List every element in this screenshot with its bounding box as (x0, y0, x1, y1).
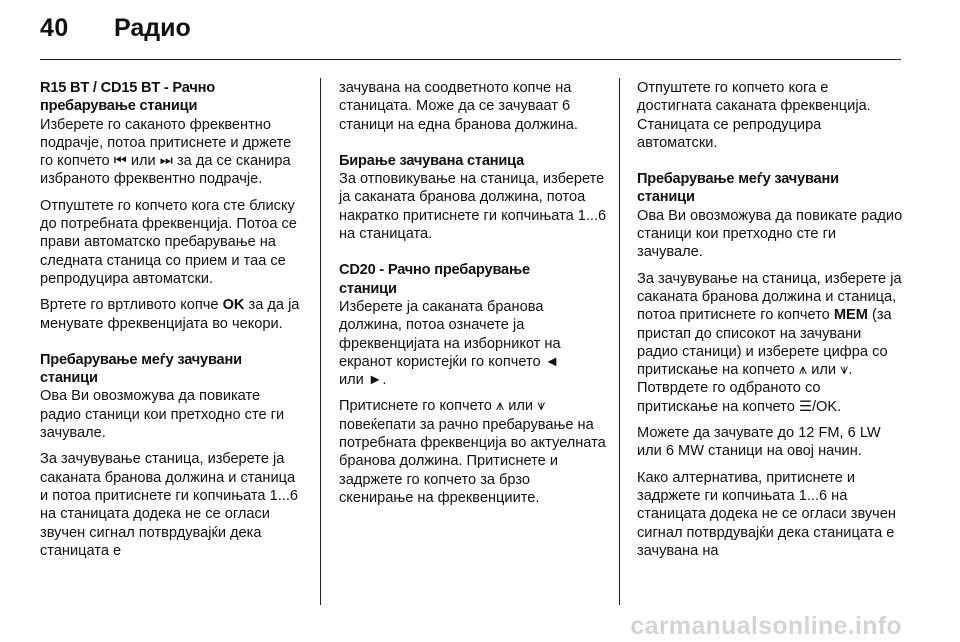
section-heading: Пребарување меѓу зачувани станици (40, 351, 242, 387)
seek-back-icon: ⏮ (113, 153, 127, 170)
section-heading: Пребарување меѓу зачувани станици (637, 171, 839, 206)
arrow-right-icon: ► (367, 372, 383, 389)
column-2 (339, 79, 607, 515)
paragraph: зачувана на соодветното копче на станицата. Може да се зачуваат 6 станици на една бранова должина. (339, 80, 578, 133)
paragraph: Вртете го вртливото копче OK за да ја менувате фреквенцијата во чекори. (40, 297, 300, 332)
paragraph: Како алтернатива, притиснете и задржете ги копчињата 1...6 на станицата додека не се огласи звучен сигнал потврдувајќи дека станицата е зачувана на (637, 469, 896, 559)
menu-icon: ☰ (798, 398, 812, 415)
arrow-left-icon: ◄ (544, 353, 560, 370)
tune-down-icon: ⩛ (537, 398, 546, 415)
paragraph: Изберете го саканото фреквентно подрачје, потоа притиснете и држете го копчето ⏮ или ⏭ за да се сканира избраното фреквентно подрачје. (40, 116, 292, 188)
section-heading: R15 BT / CD15 BT - Рачно пребарување станици (40, 80, 215, 115)
tune-down-icon: ⩛ (840, 362, 849, 379)
paragraph: Ова Ви овозможува да повикате радио станици кои претходно сте ги зачувале. (637, 207, 903, 261)
paragraph: Можете да зачувате до 12 FM, 6 LW или 6 MW станици на овој начин. (637, 425, 881, 460)
section-heading: Бирање зачувана станица (339, 152, 525, 169)
header-divider (40, 59, 901, 60)
section-heading: CD20 - Рачно пребарување станици (339, 262, 530, 297)
paragraph: Притиснете го копчето ⩚ или ⩛ повеќепати за рачно пребарување на потребната фреквенција во актуелната бранова должина. Притиснете и задржете го копчето за брзо скенирање на фреквенциите. (339, 398, 606, 506)
column-1 (40, 79, 305, 568)
mem-key-label: MEM (833, 307, 868, 324)
ok-key-label: OK (222, 297, 245, 314)
tune-up-icon: ⩚ (798, 362, 808, 379)
tune-up-icon: ⩚ (495, 398, 505, 415)
seek-forward-icon: ⏭ (159, 153, 173, 170)
paragraph: За зачувување станица, изберете ја саканата бранова должина и станица и потоа притиснете ги копчињата 1...6 на станицата додека не се огласи звучен сигнал потврдувајќи дека станицата е (40, 451, 298, 559)
paragraph: Ова Ви овозможува да повикате радио станици кои претходно сте ги зачувале. (40, 388, 285, 442)
paragraph: За зачувување на станица, изберете ја саканата бранова должина и станица, потоа притиснете го копчето MEM (за пристап до списокот на зачувани радио станици) и изберете цифра со притискање на копчето ⩚ или ⩛. Потврдете го одбраното со притискање на копчето ☰/OK. (637, 270, 902, 415)
column-divider-1 (320, 78, 321, 605)
paragraph: Изберете ја саканата бранова должина, потоа означете ја фреквенцијата на изборникот на екранот користејќи го копчето ◄ или ►. (339, 298, 561, 389)
page-title: Радио (114, 14, 191, 42)
watermark: carmanualsonline.info (630, 612, 902, 640)
page-number: 40 (40, 14, 69, 42)
column-3 (637, 79, 903, 568)
paragraph: За отповикување на станица, изберете ја саканата бранова должина, потоа накратко притиснете ги копчињата 1...6 на станицата. (339, 171, 607, 243)
paragraph: Отпуштете го копчето кога сте блиску до потребната фреквенција. Потоа се прави автоматско пребарување на следната станица со прием и таа се репродуцира автоматски. (40, 197, 297, 287)
column-divider-2 (619, 78, 620, 605)
paragraph: Отпуштете го копчето кога е достигната саканата фреквенција. Станицата се репродуцира автоматски. (637, 80, 871, 151)
